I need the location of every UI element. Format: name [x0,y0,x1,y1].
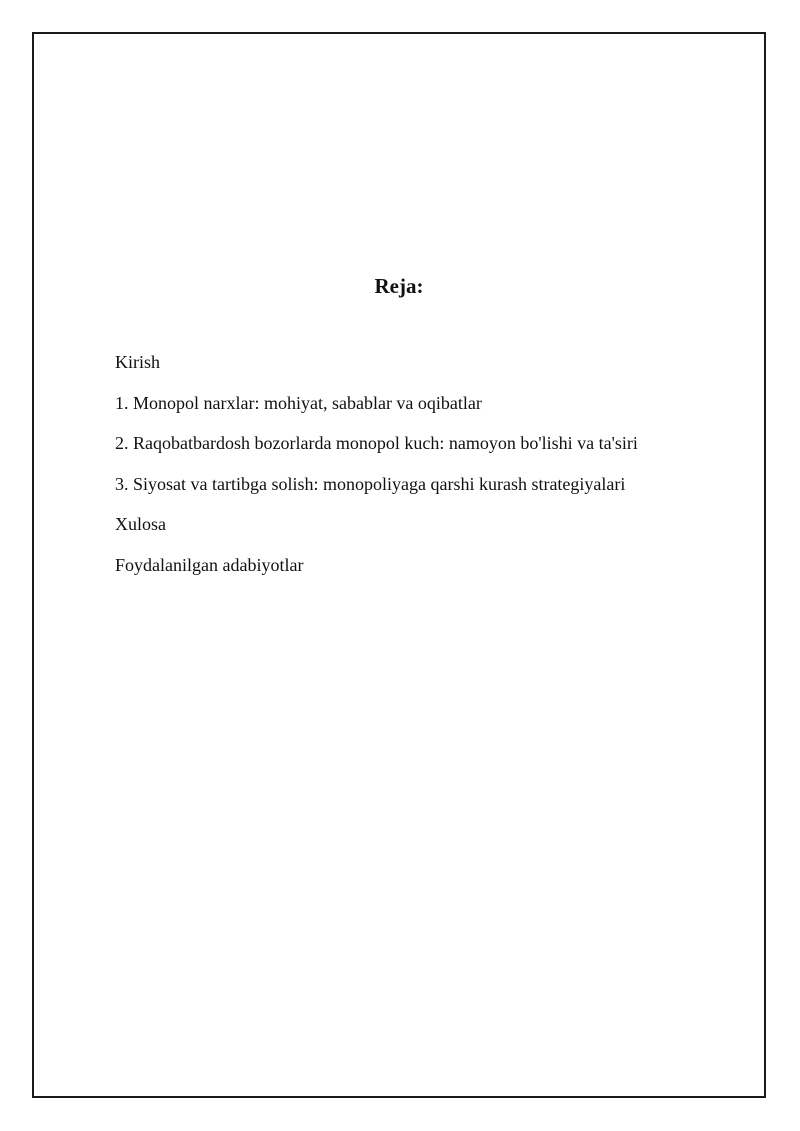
toc-item-references: Foydalanilgan adabiyotlar [115,554,304,575]
toc-item-section-1: 1. Monopol narxlar: mohiyat, sabablar va oqibatlar [115,392,482,413]
toc-item-conclusion: Xulosa [115,514,166,534]
table-of-contents [115,350,638,593]
page-title: Reja: [374,274,424,298]
toc-item-section-3: 3. Siyosat va tartibga solish: monopoliyaga qarshi kurash strategiyalari [115,473,626,494]
toc-item-section-2: 2. Raqobatbardosh bozorlarda monopol kuch: namoyon bo'lishi va ta'siri [115,433,638,453]
toc-item-introduction: Kirish [115,352,160,372]
